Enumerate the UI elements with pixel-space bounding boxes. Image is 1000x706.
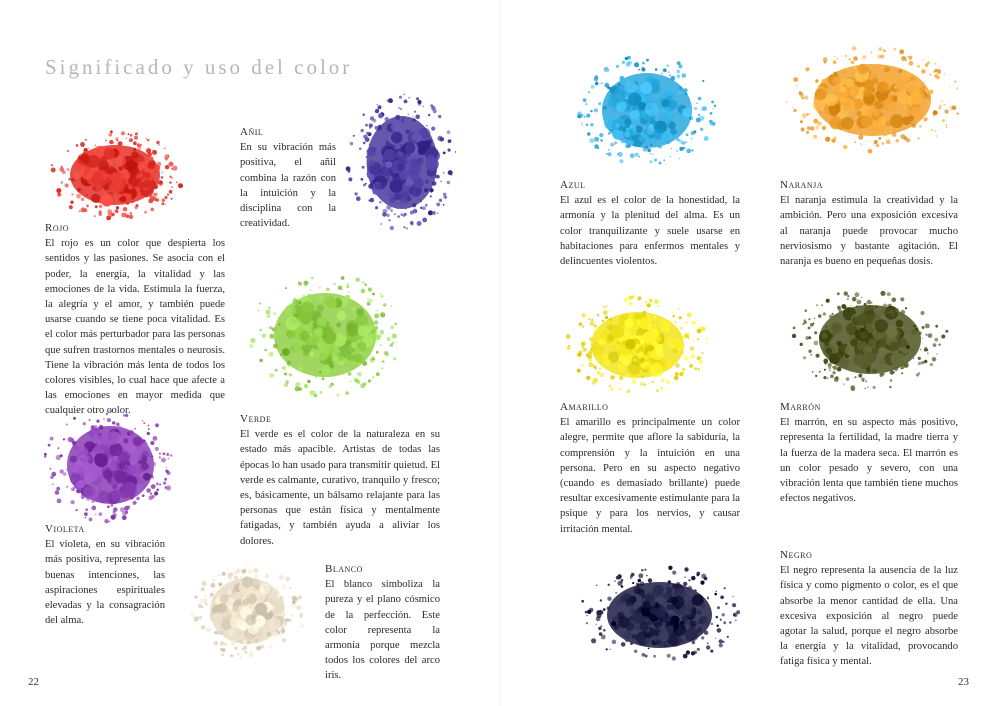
entry-title: Azul xyxy=(560,179,586,191)
entry-marron xyxy=(780,400,958,506)
pigment-pile xyxy=(572,560,747,670)
pigment-pile xyxy=(185,556,310,666)
entry-title: Blanco xyxy=(325,563,363,575)
entry-title: Añil xyxy=(240,126,264,138)
red-pigment-image xyxy=(40,125,190,225)
pigment-pile xyxy=(785,282,955,397)
entry-text: El azul es el color de la honestidad, la armonía y la plenitud del alma. Es un color tranquilizante y suele usarse en habitaciones para enfermos mentales y delincuentes violentos. xyxy=(560,195,740,268)
pigment-pile xyxy=(240,265,410,405)
entry-blanco xyxy=(325,562,440,684)
page-gutter xyxy=(499,0,501,706)
entry-azul xyxy=(560,178,740,269)
brown-pigment-image xyxy=(785,282,955,397)
entry-amarillo xyxy=(560,400,740,537)
page-number-right: 23 xyxy=(958,676,969,688)
entry-text: El naranja estimula la creatividad y la ambición. Pero una exposición excesiva al naranja puede provocar mucho nerviosismo y bastante agitación. El naranja es bueno en pequeñas dosis. xyxy=(780,195,958,268)
entry-text: El amarillo es principalmente un color alegre, permite que aflore la sabiduría, la comprensión y la intuición en una persona. Pero en su aspecto negativo (cuando es demasiado brillante) puede resultar excesivamente estimulante para la psique y para los nervios, y causar irritación mental. xyxy=(560,417,740,535)
entry-title: Negro xyxy=(780,549,813,561)
entry-rojo xyxy=(45,221,225,419)
entry-anil xyxy=(240,125,336,231)
white-pigment-image xyxy=(185,556,310,666)
entry-text: En su vibración más positiva, el añil combina la razón con la intuición y la disciplina con la creatividad. xyxy=(240,142,336,230)
entry-text: El rojo es un color que despierta los sentidos y las pasiones. Se asocia con el poder, la energía, la vitalidad y las emociones de la vida. Estimula la fuerza, la alegría y el amor, y también puede usarse cuando se tiene poca vitalidad. Es el color más perturbador para las personas que sufren trastornos mentales o neurosis. Tiene la vibración más lenta de todos los colores visibles, lo cual hace que afecte a las emociones en mayor medida que cualquier otro color. xyxy=(45,238,225,417)
indigo-pigment-image xyxy=(343,85,461,240)
entry-text: El blanco simboliza la pureza y el plano cósmico de la perfección. Este color representa la armonía porque mezcla todos los colores del arco iris. xyxy=(325,579,440,682)
page-title: Significado y uso del color xyxy=(45,55,353,79)
entry-naranja xyxy=(780,178,958,269)
entry-title: Marrón xyxy=(780,401,821,413)
orange-pigment-image xyxy=(775,40,970,160)
entry-title: Violeta xyxy=(45,523,85,535)
entry-title: Rojo xyxy=(45,222,70,234)
pigment-pile xyxy=(40,125,190,225)
entry-title: Naranja xyxy=(780,179,824,191)
entry-negro xyxy=(780,548,958,670)
page-number-left: 22 xyxy=(28,676,39,688)
black-pigment-image xyxy=(572,560,747,670)
entry-violeta xyxy=(45,522,165,628)
entry-verde xyxy=(240,412,440,549)
green-pigment-image xyxy=(240,265,410,405)
blue-pigment-image xyxy=(572,48,722,173)
entry-text: El verde es el color de la naturaleza en su estado más apacible. Artistas de todas las épocas lo han usado para transmitir quietud. El verde es calmante, curativo, tranquilo y fresco; es, básicamente, un bálsamo relajante para las personas que están física y mentalmente fatigadas, y también ayuda a aliviar los dolores. xyxy=(240,429,440,547)
entry-title: Verde xyxy=(240,413,272,425)
entry-text: El marrón, en su aspecto más positivo, representa la fertilidad, la madre tierra y la fuerza de la madera seca. El marrón es un color pesado y severo, con una vibración lenta que también tiene muchos efectos negativos. xyxy=(780,417,958,505)
pigment-pile xyxy=(572,48,722,173)
pigment-pile xyxy=(775,40,970,160)
entry-text: El violeta, en su vibración más positiva, representa las buenas intenciones, las aspiraciones espirituales elevadas y la consagración del alma. xyxy=(45,539,165,627)
pigment-pile xyxy=(343,85,461,240)
yellow-pigment-image xyxy=(560,290,715,400)
pigment-pile xyxy=(38,400,183,530)
violet-pigment-image xyxy=(38,400,183,530)
entry-text: El negro representa la ausencia de la luz física y como pigmento o color, es el que absorbe la menor cantidad de ella. Una excesiva exposición al negro puede agotar la salud, porque el negro absorbe la energía y la vitalidad, provocando fatiga física y mental. xyxy=(780,565,958,668)
entry-title: Amarillo xyxy=(560,401,609,413)
pigment-pile xyxy=(560,290,715,400)
